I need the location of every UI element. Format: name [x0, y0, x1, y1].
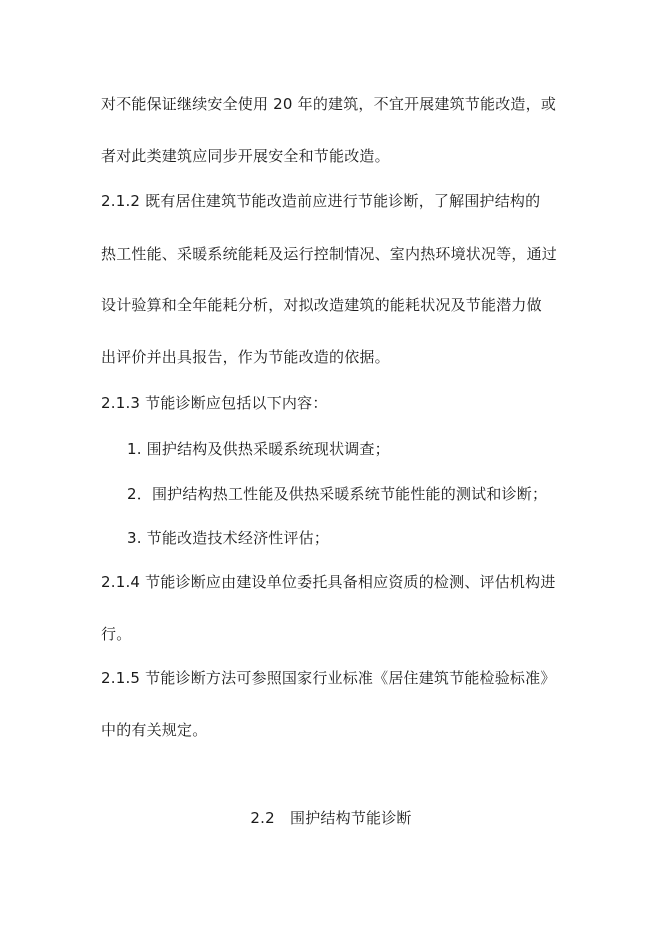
list-item-1: 1. 围护结构及供热采暖系统现状调查；: [127, 440, 390, 458]
paragraph-line: 行。: [101, 625, 132, 643]
paragraph-line: 出评价并出具报告，作为节能改造的依据。: [101, 348, 390, 366]
clause-2-1-4-line: 2.1.4 节能诊断应由建设单位委托具备相应资质的检测、评估机构进: [101, 573, 556, 591]
paragraph-line: 中的有关规定。: [101, 721, 208, 739]
paragraph-line: 者对此类建筑应同步开展安全和节能改造。: [101, 147, 390, 165]
paragraph-line: 热工性能、采暖系统能耗及运行控制情况、室内热环境状况等，通过: [101, 245, 558, 263]
section-heading: 2.2 围护结构节能诊断: [250, 809, 412, 827]
list-item-3: 3. 节能改造技术经济性评估；: [127, 529, 330, 547]
clause-2-1-2-line: 2.1.2 既有居住建筑节能改造前应进行节能诊断，了解围护结构的: [101, 192, 541, 210]
list-item-2: 2．围护结构热工性能及供热采暖系统节能性能的测试和诊断；: [127, 485, 548, 503]
paragraph-line: 设计验算和全年能耗分析，对拟改造建筑的能耗状况及节能潜力做: [101, 296, 542, 314]
paragraph-line: 对不能保证继续安全使用 20 年的建筑，不宜开展建筑节能改造，或: [101, 95, 557, 113]
clause-2-1-5-line: 2.1.5 节能诊断方法可参照国家行业标准《居住建筑节能检验标准》: [101, 669, 556, 687]
clause-2-1-3-line: 2.1.3 节能诊断应包括以下内容：: [101, 394, 328, 412]
